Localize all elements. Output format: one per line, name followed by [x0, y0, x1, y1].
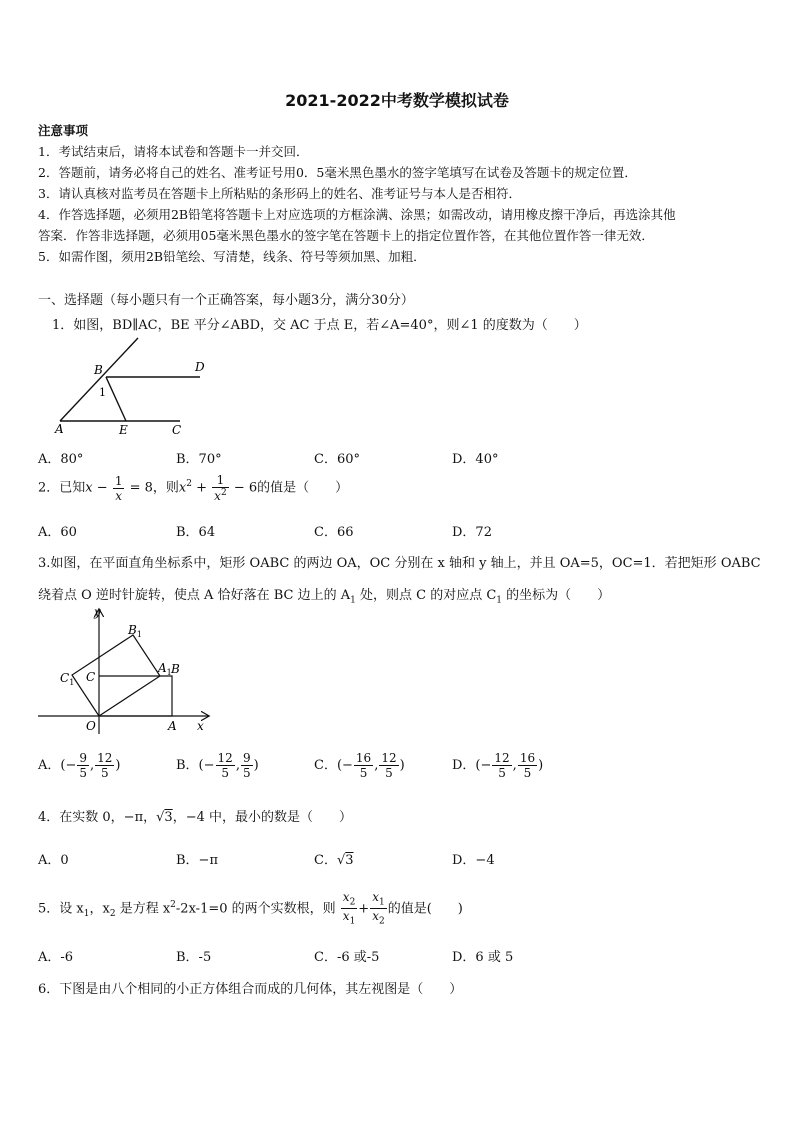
q2-mid: ，则	[152, 480, 179, 496]
q2-suffix: 的值是（ ）	[257, 480, 349, 496]
label-c1: $C_1$	[60, 671, 75, 687]
q2-plus: +	[196, 480, 208, 496]
option-b[interactable]: B．−π	[176, 853, 218, 868]
option-c[interactable]: C．-6 或-5	[314, 950, 380, 965]
label-o: O	[86, 719, 96, 733]
q2-prefix: 2．已知	[38, 480, 86, 496]
option-b[interactable]: B．-5	[176, 950, 212, 965]
question-1-figure	[50, 336, 210, 438]
q2-square: 2	[186, 479, 192, 490]
option-a[interactable]: A．0	[38, 853, 69, 868]
option-a[interactable]: A．80°	[38, 452, 84, 467]
option-d[interactable]: D．6 或 5	[452, 950, 514, 965]
option-d[interactable]: D．40°	[452, 452, 499, 467]
option-b[interactable]: B．70°	[176, 452, 222, 467]
question-1-text: 1．如图，BD∥AC，BE 平分∠ABD，交 AC 于点 E，若∠A=40°，则∠1 的度数为（ ）	[52, 318, 587, 333]
notice-heading: 注意事项	[38, 123, 89, 138]
option-d[interactable]: D．−4	[452, 853, 495, 868]
q2-fraction-1	[113, 475, 125, 502]
notice-item: 5．如需作图，须用2B铅笔绘、写清楚，线条、符号等须加黑、加粗．	[38, 249, 426, 264]
line-ab	[60, 338, 138, 421]
q5-fraction-2: $\frac{x_1}{x_2}$	[372, 890, 385, 927]
question-3-figure	[36, 606, 216, 736]
label-b: B	[171, 662, 180, 676]
q5-fraction-1: $\frac{x_2}{x_1}$	[342, 890, 356, 927]
q2-frac-den: x	[115, 488, 123, 503]
question-3-line-1: 3.如图，在平面直角坐标系中，矩形 OABC 的两边 OA，OC 分别在 x 轴和 y 轴上，并且 OA=5，OC=1．若把矩形 OABC	[38, 556, 761, 571]
q2-x: x	[85, 480, 93, 496]
label-a1: $A_1$	[158, 661, 172, 677]
sqrt-symbol: √3	[336, 853, 354, 868]
sqrt-symbol: √3	[156, 810, 173, 825]
q2-frac-num: 1	[212, 474, 229, 488]
question-6-text: 6．下图是由八个相同的小正方体组合而成的几何体，其左视图是（ ）	[38, 982, 463, 997]
label-x-axis: x	[197, 719, 204, 733]
q2-minus6: − 6	[233, 480, 258, 496]
q2-fraction-2	[212, 474, 229, 502]
q2-frac-num: 1	[114, 473, 123, 488]
notice-item: 3．请认真核对监考员在答题卡上所粘贴的条形码上的姓名、准考证号与本人是否相符．	[38, 186, 521, 201]
notice-item: 1．考试结束后，请将本试卷和答题卡一并交回．	[38, 144, 309, 159]
q2-eq8: = 8	[129, 480, 153, 496]
label-c: C	[86, 670, 96, 684]
option-c[interactable]: C．√3	[314, 853, 354, 868]
option-d[interactable]: D．72	[452, 525, 492, 540]
page-title: 2021-2022中考数学模拟试卷	[285, 91, 509, 110]
q2-frac-den: $x^2$	[214, 488, 227, 503]
label-e: E	[119, 423, 128, 437]
label-angle-1: 1	[99, 386, 106, 399]
label-a: A	[168, 719, 177, 733]
notice-item: 4．作答选择题，必须用2B铅笔将答题卡上对应选项的方框涂满、涂黑；如需改动，请用橡皮擦干净后，再选涂其他	[38, 207, 676, 222]
option-c[interactable]: C．60°	[314, 452, 360, 467]
notice-item: 2．答题前，请务必将自己的姓名、准考证号用0．5毫米黑色墨水的签字笔填写在试卷及答题卡的规定位置．	[38, 165, 637, 180]
label-y-axis: y	[94, 606, 101, 619]
question-4-text: 4．在实数 0，−π，√3，−4 中，最小的数是（ ）	[38, 810, 352, 825]
option-a[interactable]: A．60	[38, 525, 77, 540]
label-a: A	[55, 422, 64, 436]
option-c[interactable]: C．66	[314, 525, 354, 540]
notice-item: 答案．作答非选择题，必须用05毫米黑色墨水的签字笔在答题卡上的指定位置作答，在其他位置作答一律无效．	[38, 228, 654, 243]
rectangle-oabc	[99, 676, 172, 716]
label-d: D	[195, 360, 205, 374]
label-b: B	[94, 363, 103, 377]
option-a[interactable]: A．(− $\frac{9}{5}$ , $\frac{12}{5}$ )	[38, 751, 121, 780]
option-c[interactable]: C．(− $\frac{16}{5}$ , $\frac{12}{5}$ )	[314, 751, 405, 780]
line-be	[106, 377, 126, 421]
option-a[interactable]: A．-6	[38, 950, 74, 965]
section-heading: 一、选择题（每小题只有一个正确答案，每小题3分，满分30分）	[38, 293, 414, 308]
option-b[interactable]: B．64	[176, 525, 216, 540]
option-b[interactable]: B．(− $\frac{12}{5}$ , $\frac{9}{5}$ )	[176, 751, 259, 780]
label-c: C	[172, 423, 182, 437]
question-5-text: 5．设 $x_1$，$x_2$ 是方程 $x^2-2x-1=0$ 的两个实数根，则 $\frac{x_2}{x_1}$ + $\frac{x_1}{x_2}$ 的值是( )	[38, 890, 463, 927]
question-3-line-2: 绕着点 O 逆时针旋转，使点 A 恰好落在 BC 边上的 $A_1$ 处，则点 C 的对应点 $C_1$ 的坐标为（ ）	[38, 588, 611, 606]
q2-minus: −	[96, 480, 108, 496]
label-b1: $B_1$	[128, 623, 142, 639]
option-d[interactable]: D．(− $\frac{12}{5}$ , $\frac{16}{5}$ )	[452, 751, 544, 780]
q2-x2: x	[178, 480, 187, 496]
question-2-text	[38, 474, 348, 502]
